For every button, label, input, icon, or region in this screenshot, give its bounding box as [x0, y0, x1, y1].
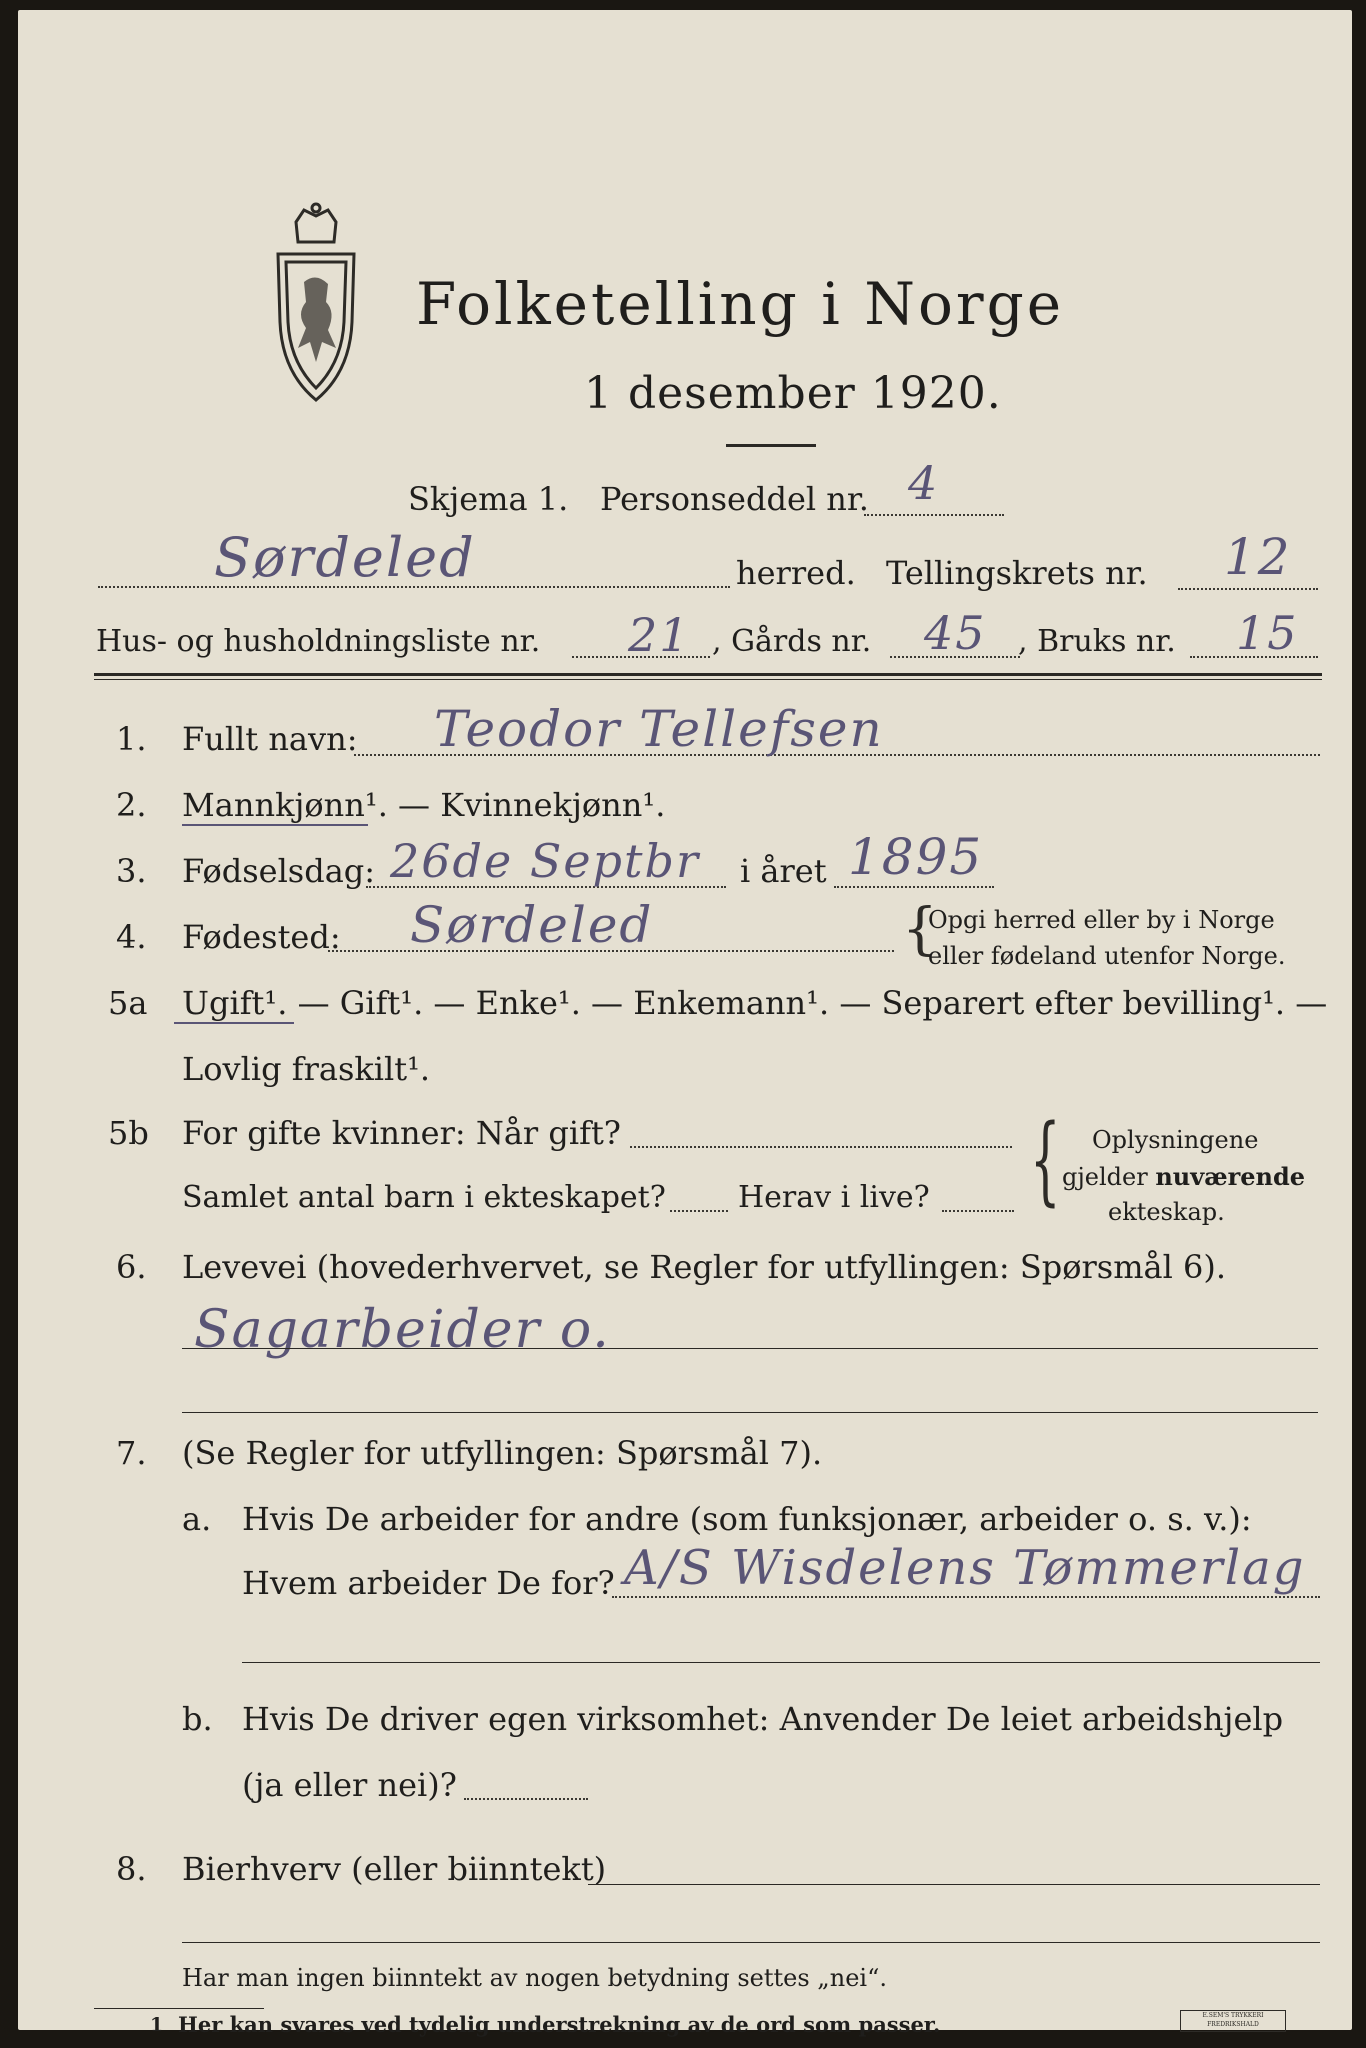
q5a-underline-ugift: [174, 1022, 294, 1024]
q1-number: 1.: [116, 720, 147, 758]
q7a-line1: Hvis De arbeider for andre (som funksjonær, arbeider o. s. v.):: [242, 1500, 1252, 1538]
hired-help-field-line: [464, 1798, 588, 1800]
q5b-number: 5b: [108, 1114, 149, 1152]
bruks-label: , Bruks nr.: [1018, 624, 1176, 659]
gards-label: , Gårds nr.: [712, 624, 872, 659]
footnote-divider: [94, 2008, 264, 2009]
occupation-line-2: [182, 1412, 1318, 1413]
title-divider: [726, 444, 816, 447]
hus-value: 21: [628, 608, 691, 662]
birthplace-value: Sørdeled: [410, 896, 654, 954]
year-value: 1895: [848, 828, 984, 886]
married-when-field-line: [630, 1146, 1012, 1148]
footnote-text: Her kan svares ved tydelig understrekning av de ord som passer.: [178, 2012, 941, 2037]
q5b-line2: Samlet antal barn i ekteskapet?: [182, 1180, 666, 1215]
employer-line-2: [242, 1662, 1320, 1663]
q4-note-line1: Opgi herred eller by i Norge: [928, 906, 1275, 934]
tellingskrets-label: Tellingskrets nr.: [886, 554, 1148, 592]
form-title: Folketelling i Norge: [416, 270, 1065, 338]
q5b-line1: For gifte kvinner: Når gift?: [182, 1114, 621, 1152]
herred-value: Sørdeled: [214, 526, 476, 589]
q8-label: Bierhverv (eller biinntekt): [182, 1850, 607, 1888]
q6-label: Levevei (hovederhvervet, se Regler for utfyllingen: Spørsmål 6).: [182, 1248, 1227, 1286]
q5b-herav: Herav i live?: [738, 1180, 930, 1215]
tellingskrets-value: 12: [1224, 528, 1292, 586]
q2-underline-mannkjonn: [182, 824, 368, 826]
personseddel-value: 4: [908, 456, 940, 510]
children-alive-field-line: [942, 1210, 1014, 1212]
q4-number: 4.: [116, 918, 147, 956]
q8-number: 8.: [116, 1850, 147, 1888]
q7b-line2: (ja eller nei)?: [242, 1766, 457, 1804]
personseddel-label: Personseddel nr.: [600, 480, 869, 518]
skjema-label: Skjema 1.: [408, 480, 569, 518]
printer-stamp-line1: E.SEM'S TRYKKERI: [1202, 2012, 1264, 2019]
census-form-page: [18, 10, 1352, 2030]
q3-number: 3.: [116, 852, 147, 890]
personseddel-field-line: [864, 514, 1004, 516]
q5b-note-line2-a: gjelder: [1062, 1163, 1156, 1191]
side-income-line-2: [182, 1942, 1320, 1943]
q5b-note-line1: Oplysningene: [1092, 1126, 1259, 1154]
q5b-note-brace: {: [1030, 1104, 1061, 1216]
q5b-note-line2-b: nuværende: [1155, 1162, 1306, 1191]
occupation-value: Sagarbeider o.: [194, 1300, 611, 1360]
q7b-letter: b.: [182, 1700, 213, 1738]
employer-field-line: [612, 1596, 1320, 1598]
q5a-line1: Ugift¹. — Gift¹. — Enke¹. — Enkemann¹. — Separert efter bevilling¹. —: [182, 984, 1328, 1022]
census-date: 1 desember 1920.: [584, 368, 1002, 419]
gards-value: 45: [924, 606, 987, 660]
q7-number: 7.: [116, 1434, 147, 1472]
q4-note-line2: eller fødeland utenfor Norge.: [928, 942, 1286, 970]
q7a-line2: Hvem arbeider De for?: [242, 1564, 615, 1602]
q2-number: 2.: [116, 786, 147, 824]
q3-label: Fødselsdag:: [182, 852, 376, 890]
q1-label: Fullt navn:: [182, 720, 358, 758]
q7b-line1: Hvis De driver egen virksomhet: Anvender De leiet arbeidshjelp: [242, 1700, 1284, 1738]
q5a-number: 5a: [108, 984, 148, 1022]
q7-label: (Se Regler for utfyllingen: Spørsmål 7).: [182, 1434, 823, 1472]
children-total-field-line: [670, 1210, 728, 1212]
printer-stamp-line2: FREDRIKSHALD: [1207, 2021, 1259, 2028]
footnote-number: 1: [150, 2014, 164, 2036]
q5b-note-line3: ekteskap.: [1108, 1198, 1225, 1226]
header-divider-2: [94, 679, 1322, 680]
side-income-line-1: [588, 1884, 1320, 1885]
q4-label: Fødested:: [182, 918, 341, 956]
footer-note: Har man ingen biinntekt av nogen betydning settes „nei“.: [182, 1964, 887, 1992]
year-label: i året: [740, 852, 827, 890]
tellingskrets-field-line: [1178, 588, 1318, 590]
q7a-letter: a.: [182, 1500, 212, 1538]
q5a-line2: Lovlig fraskilt¹.: [182, 1050, 431, 1088]
birthday-value: 26de Septbr: [390, 834, 700, 888]
occupation-line-1: [182, 1348, 1318, 1349]
hus-label: Hus- og husholdningsliste nr.: [96, 624, 541, 659]
q4-note-brace: {: [902, 897, 938, 962]
year-field-line: [834, 886, 994, 888]
header-divider-1: [94, 673, 1322, 676]
q6-number: 6.: [116, 1248, 147, 1286]
full-name-value: Teodor Tellefsen: [434, 700, 884, 758]
coat-of-arms-icon: [256, 202, 376, 412]
q2-label: Mannkjønn¹. — Kvinnekjønn¹.: [182, 786, 666, 824]
herred-label: herred.: [736, 554, 856, 592]
q5b-note-line2: [1062, 1162, 1305, 1191]
employer-value: A/S Wisdelens Tømmerlag: [624, 1540, 1306, 1596]
printer-stamp: [1180, 2010, 1286, 2032]
bruks-value: 15: [1236, 606, 1299, 660]
